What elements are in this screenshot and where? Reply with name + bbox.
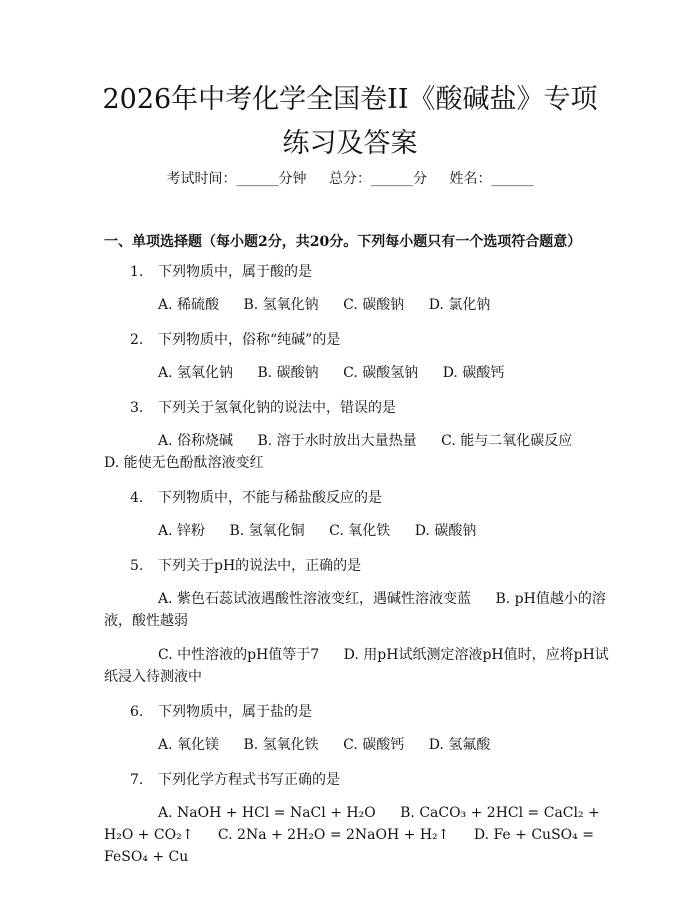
option-a: A. 稀硫酸	[158, 297, 220, 313]
question-1	[104, 262, 610, 316]
option-b: B. 溶于水时放出大量热量	[257, 433, 417, 449]
option-d: D. 碳酸钠	[414, 523, 477, 539]
option-a: A. NaOH + HCl = NaCl + H₂O	[158, 805, 376, 821]
option-c: C. 碳酸氢钠	[343, 365, 419, 381]
option-d: D. 碳酸钙	[442, 365, 505, 381]
option-d: D. 能使无色酚酞溶液变红	[104, 455, 264, 471]
question-stem: 下列关于氢氧化钠的说法中，错误的是	[158, 400, 396, 416]
question-stem: 下列化学方程式书写正确的是	[158, 772, 340, 788]
option-c: C. 2Na + 2H₂O = 2NaOH + H₂↑	[217, 827, 450, 843]
option-c: C. 中性溶液的pH值等于7	[158, 647, 320, 663]
option-c: C. 能与二氧化碳反应	[441, 433, 573, 449]
page-title: 2026年中考化学全国卷II《酸碱盐》专项练习及答案	[102, 84, 598, 159]
question-number: 4.	[130, 490, 144, 506]
question-number: 6.	[130, 704, 144, 720]
option-b: B. 氢氧化铁	[243, 737, 319, 753]
option-d: D. 氯化钠	[428, 297, 491, 313]
exam-time: 考试时间：______分钟	[166, 171, 307, 187]
option-a: A. 氧化镁	[158, 737, 220, 753]
question-2	[104, 330, 610, 384]
option-d: D. Fe + CuSO₄ = FeSO₄ + Cu	[104, 827, 594, 865]
student-name: 姓名：______	[449, 171, 534, 187]
option-b: B. pH值越小的溶液，酸性越弱	[104, 591, 606, 629]
option-c: C. 碳酸钙	[343, 737, 405, 753]
question-stem: 下列关于pH的说法中，正确的是	[158, 558, 362, 574]
section-heading: 一、单项选择题（每小题2分，共20分。下列每小题只有一个选项符合题意）	[104, 234, 582, 250]
question-list	[104, 262, 610, 882]
option-a: A. 紫色石蕊试液遇酸性溶液变红，遇碱性溶液变蓝	[158, 591, 472, 607]
question-7	[104, 770, 610, 868]
option-b: B. 氢氧化铜	[229, 523, 305, 539]
question-stem: 下列物质中，属于酸的是	[158, 264, 312, 280]
option-a: A. 氢氧化钠	[158, 365, 234, 381]
total-score: 总分：______分	[329, 171, 427, 187]
question-6	[104, 702, 610, 756]
question-number: 1.	[130, 264, 144, 280]
question-5	[104, 556, 610, 688]
question-number: 3.	[130, 400, 144, 416]
question-stem: 下列物质中，俗称“纯碱”的是	[158, 332, 341, 348]
option-b: B. 氢氧化钠	[243, 297, 319, 313]
question-4	[104, 488, 610, 542]
option-b: B. CaCO₃ + 2HCl = CaCl₂ + H₂O + CO₂↑	[104, 805, 600, 843]
option-d: D. 用pH试纸测定溶液pH值时，应将pH试纸浸入待测液中	[104, 647, 609, 685]
question-3	[104, 398, 610, 474]
option-d: D. 氢氟酸	[428, 737, 491, 753]
option-c: C. 碳酸钠	[343, 297, 405, 313]
question-number: 5.	[130, 558, 144, 574]
question-stem: 下列物质中，属于盐的是	[158, 704, 312, 720]
question-number: 7.	[130, 772, 144, 788]
question-stem: 下列物质中，不能与稀盐酸反应的是	[158, 490, 382, 506]
option-b: B. 碳酸钠	[257, 365, 319, 381]
option-a: A. 俗称烧碱	[158, 433, 234, 449]
option-a: A. 锌粉	[158, 523, 206, 539]
exam-info	[0, 168, 700, 188]
option-c: C. 氧化铁	[329, 523, 391, 539]
question-number: 2.	[130, 332, 144, 348]
